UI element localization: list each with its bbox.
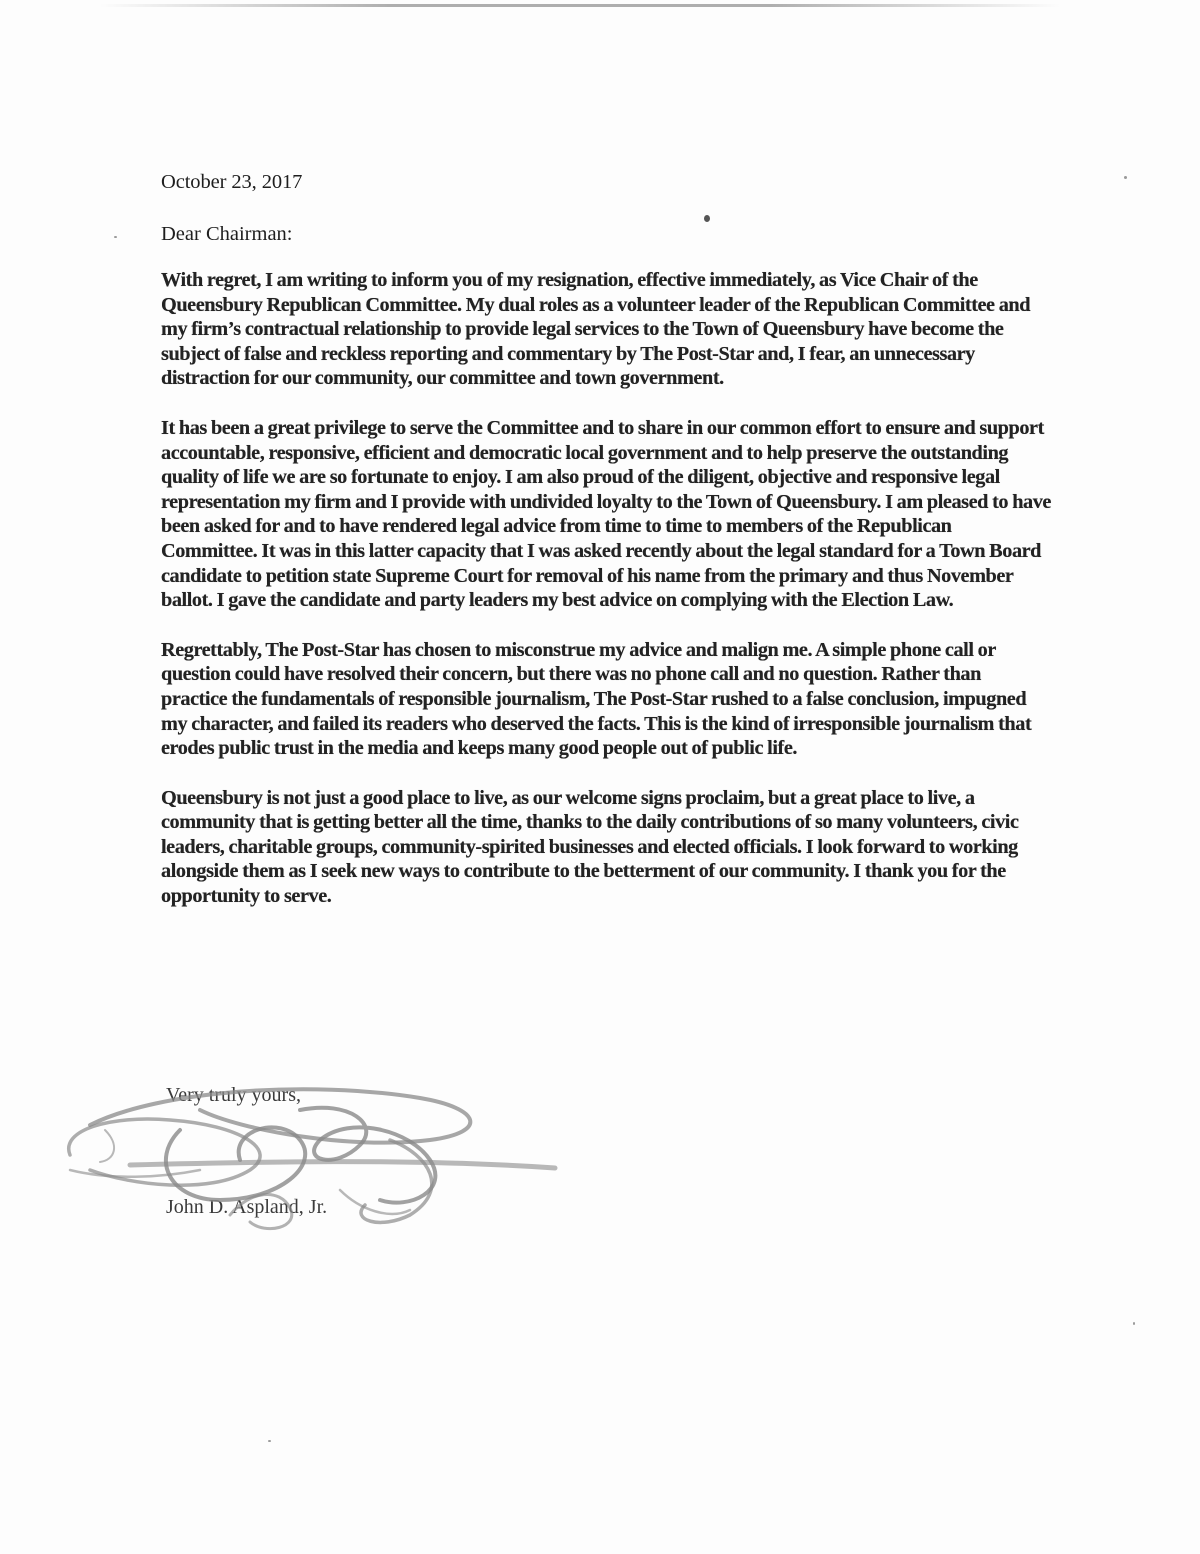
scan-speck [1124, 176, 1127, 179]
paragraph-privilege: It has been a great privilege to serve the Committee and to share in our common effort to ensure and support accountable, responsive, efficient and democratic local government and to help preserve the outstanding quality of life we are so fortunate to enjoy. I am also proud of the diligent, objective and responsive legal representation my firm and I provide with undivided loyalty to the Town of Queensbury. I am pleased to have been asked for and to have rendered legal advice from time to time to members of the Republican Committee. It was in this latter capacity that I was asked recently about the legal standard for a Town Board candidate to petition state Supreme Court for removal of his name from the primary and thus November ballot. I gave the candidate and party leaders my best advice on complying with the Election Law. [161, 416, 1051, 612]
signer-name: John D. Aspland, Jr. [166, 1196, 328, 1218]
signature-block [50, 1070, 570, 1240]
scan-speck [1133, 1322, 1135, 1325]
closing-line: Very truly yours, [166, 1084, 301, 1106]
scan-edge-line [100, 4, 1060, 7]
letter-date: October 23, 2017 [161, 171, 303, 193]
handwritten-signature [50, 1070, 570, 1240]
paragraph-resignation: With regret, I am writing to inform you of my resignation, effective immediately, as Vice Chair of the Queensbury Republican Committee. My dual roles as a volunteer leader of the Republican Committee and my firm’s contractual relationship to provide legal services to the Town of Queensbury have become the subject of false and reckless reporting and commentary by The Post-Star and, I fear, an unnecessary distraction for our community, our committee and town government. [161, 269, 1031, 390]
scan-speck [114, 236, 117, 238]
salutation: Dear Chairman: [161, 223, 293, 245]
paragraph-queensbury: Queensbury is not just a good place to live, as our welcome signs proclaim, but a great place to live, a community that is getting better all the time, thanks to the daily contributions of so many volunteers, civic leaders, charitable groups, community-spirited businesses and elected officials. I look forward to working alongside them as I seek new ways to contribute to the betterment of our community. I thank you for the opportunity to serve. [161, 786, 1019, 908]
letter-body [161, 168, 1051, 909]
scan-speck [268, 1440, 271, 1442]
paragraph-post-star: Regrettably, The Post-Star has chosen to misconstrue my advice and malign me. A simple phone call or question could have resolved their concern, but there was no phone call and no question. Rather than practice the fundamentals of responsible journalism, The Post-Star rushed to a false conclusion, impugned my character, and failed its readers who deserved the facts. This is the kind of irresponsible journalism that erodes public trust in the media and keeps many good people out of public life. [161, 638, 1032, 760]
